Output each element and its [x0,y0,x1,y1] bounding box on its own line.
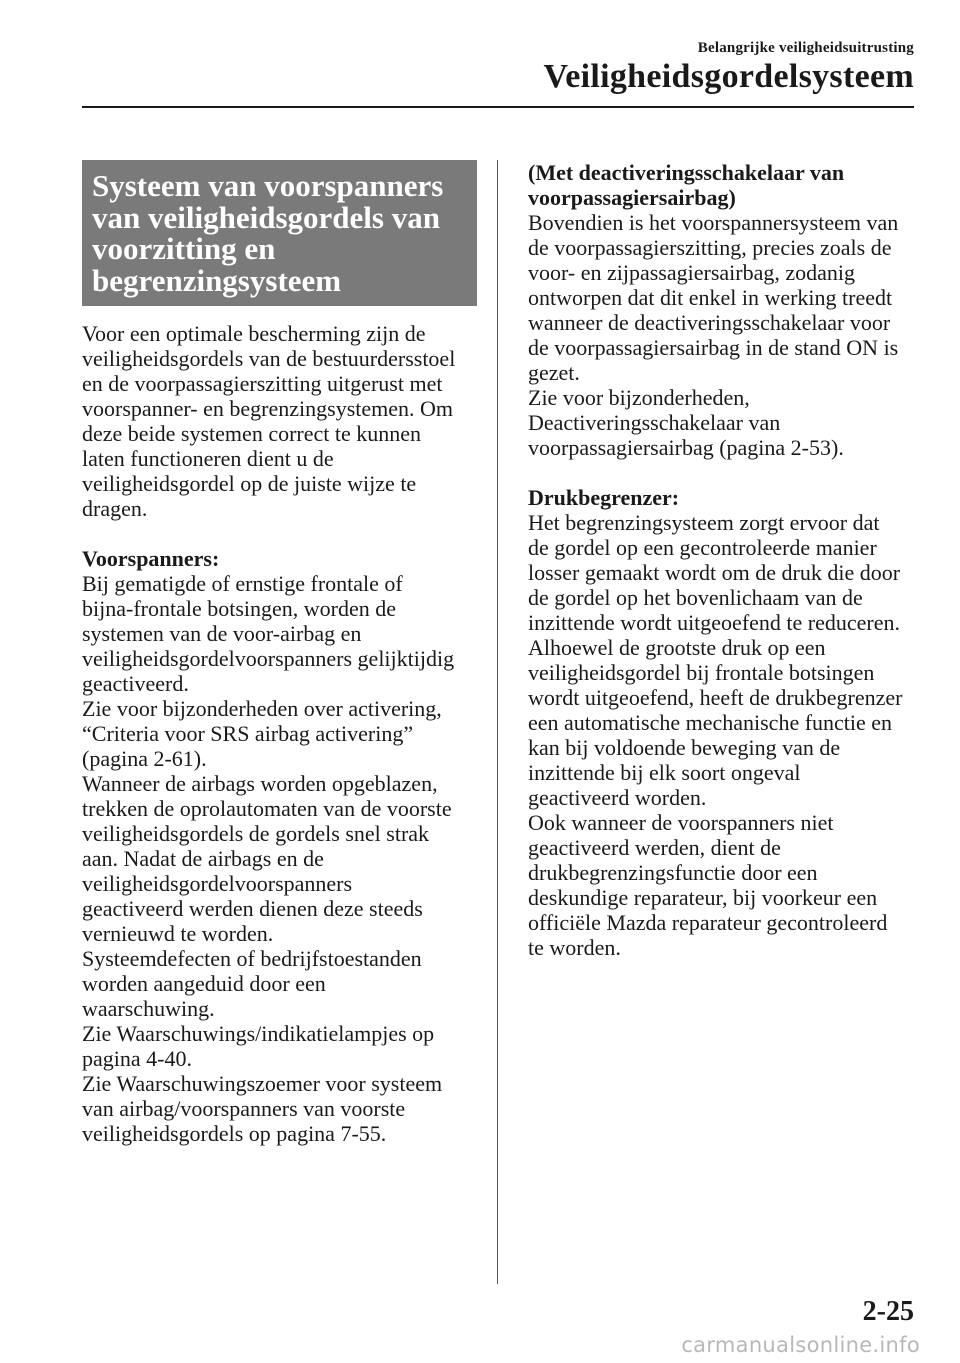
section-heading-line: van veiligheidsgordels van [92,199,440,235]
text-line: ontworpen dat dit enkel in werking treedt [528,285,893,310]
text-line: wanneer de deactiveringsschakelaar voor [528,310,891,335]
text-line: geactiveerd worden. [528,785,707,810]
text-line: geactiveerd werden, dient de [528,835,781,860]
text-line: dragen. [82,496,148,521]
right-column [528,160,920,960]
text-line: losser gemaakt wordt om de druk die door [528,560,901,585]
header-title: Veiligheidsgordelsysteem [543,58,914,95]
text-line: systemen van de voor-airbag en [82,621,362,646]
text-line: deze beide systemen correct te kunnen [82,421,422,446]
deactivation-heading-line: (Met deactiveringsschakelaar van [528,160,845,185]
text-line: bijna-frontale botsingen, worden de [82,596,397,621]
text-line: Zie voor bijzonderheden, [528,385,750,410]
text-line: (pagina 2-61). [82,746,207,771]
text-line: deskundige reparateur, bij voorkeur een [528,885,878,910]
intro-paragraph [82,321,477,521]
text-line: Ook wanneer de voorspanners niet [528,810,834,835]
text-line: de voorpassagierszitting, precies zoals de [528,235,892,260]
text-line: Systeemdefecten of bedrijfstoestanden [82,946,422,971]
limiter-heading: Drukbegrenzer: [528,485,680,510]
text-line: gezet. [528,360,580,385]
text-line: pagina 4-40. [82,1046,192,1071]
text-line: veiligheidsgordels van de bestuurdersstoel [82,346,456,371]
section-heading-line: begrenzingsysteem [92,262,342,298]
text-line: kan bij voldoende beweging van de [528,735,841,760]
limiter-section [528,485,920,960]
text-line: trekken de oprolautomaten van de voorste [82,796,452,821]
text-line: veiligheidsgordel op de juiste wijze te [82,471,417,496]
text-line: Bovendien is het voorspannersysteem van [528,210,899,235]
text-line: inzittende bij elk soort ongeval [528,760,801,785]
deactivation-section [528,160,920,460]
text-line: voorspanner- en begrenzingsystemen. Om [82,396,454,421]
text-line: Het begrenzingsysteem zorgt ervoor dat [528,510,880,535]
text-line: veiligheidsgordels op pagina 7-55. [82,1121,387,1146]
page-number: 2-25 [862,1296,914,1327]
text-line: drukbegrenzingsfunctie door een [528,860,818,885]
text-line: veiligheidsgordel bij frontale botsingen [528,660,875,685]
text-line: veiligheidsgordels de gordels snel strak [82,821,430,846]
text-line: geactiveerd. [82,671,189,696]
text-line: Zie Waarschuwings/indikatielampjes op [82,1021,435,1046]
text-line: de gordel op het bovenlichaam van de [528,585,863,610]
text-line: de gordel op een gecontroleerde manier [528,535,877,560]
column-divider [497,160,498,1284]
text-line: Deactiveringsschakelaar van [528,410,781,435]
section-heading-box [82,160,477,306]
left-column [82,160,477,1146]
text-line: waarschuwing. [82,996,215,1021]
text-line: officiële Mazda reparateur gecontroleerd [528,910,888,935]
text-line: de voorpassagiersairbag in de stand ON is [528,335,899,360]
text-line: voor- en zijpassagiersairbag, zodanig [528,260,855,285]
pretensioner-section [82,546,477,1146]
paragraph-gap [82,521,477,546]
text-line: en de voorpassagierszitting uitgerust met [82,371,443,396]
text-line: laten functioneren dient u de [82,446,334,471]
section-heading-line: voorzitting en [92,231,276,266]
section-heading-line: Systeem van voorspanners [92,168,444,203]
text-line: Zie Waarschuwingszoemer voor systeem [82,1071,443,1096]
text-line: Zie voor bijzonderheden over activering, [82,696,442,721]
text-line: vernieuwd te worden. [82,921,274,946]
text-line: veiligheidsgordelvoorspanners gelijktijdig [82,646,455,671]
header-rule [82,106,914,108]
watermark-text: carmanualsonline.info [681,1333,920,1357]
deactivation-heading-line: voorpassagiersairbag) [528,185,736,210]
pretensioner-heading: Voorspanners: [82,546,220,571]
header-section-label: Belangrijke veiligheidsuitrusting [697,40,914,56]
text-line: Alhoewel de grootste druk op een [528,635,826,660]
text-line: voorpassagiersairbag (pagina 2-53). [528,435,844,460]
text-line: wordt uitgeoefend, heeft de drukbegrenzer [528,685,903,710]
paragraph-gap [528,460,920,485]
text-line: Bij gematigde of ernstige frontale of [82,571,403,596]
text-line: aan. Nadat de airbags en de [82,846,324,871]
text-line: te worden. [528,935,621,960]
text-line: Voor een optimale bescherming zijn de [82,321,426,346]
text-line: “Criteria voor SRS airbag activering” [82,721,414,746]
text-line: inzittende wordt uitgeoefend te reduceren. [528,610,901,635]
text-line: worden aangeduid door een [82,971,326,996]
text-line: geactiveerd werden dienen deze steeds [82,896,423,921]
text-line: van airbag/voorspanners van voorste [82,1096,406,1121]
text-line: Wanneer de airbags worden opgeblazen, [82,771,438,796]
text-line: een automatische mechanische functie en [528,710,893,735]
text-line: veiligheidsgordelvoorspanners [82,871,353,896]
